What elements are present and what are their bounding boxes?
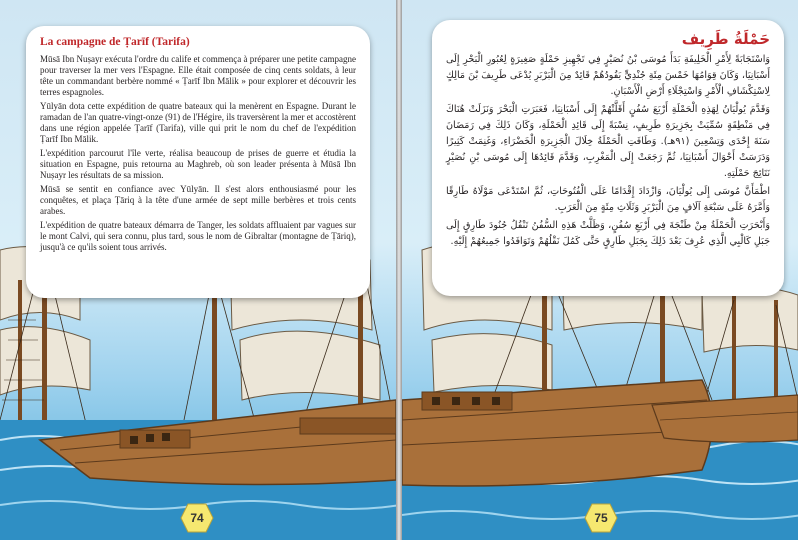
paragraph: Mūsā Ibn Nuṣayr exécuta l'ordre du calife et commença à préparer une petite campagne pour traverser la mer vers l'Espagne. Elle était composée de cinq cents soldats, à leur tête un commandant berbère nommé « Ṭarīf Ibn Mālik » pour explorer et découvrir les terres espagnoles. <box>40 54 356 97</box>
paragraph: اطْمَأَنَّ مُوسَى إِلَى يُولْيَانَ، وَازْدَادَ إِقْدَامًا عَلَى الْفُتُوحَاتِ، ثُمَّ اسْتَدْعَى مَوْلَاهُ طَارِقًا وَأَمَّرَهُ عَلَى سَبْعَةِ آلَافٍ مِنَ الْبَرْبَرِ وَثَلَاثِ مِئَةٍ مِنَ الْعَرَبِ. <box>446 186 770 213</box>
paragraph: وَاسْتَجَابَةً لِأَمْرِ الْخَلِيفَةِ بَدَأَ مُوسَى بْنُ نُصَيْرٍ فِي تَجْهِيزِ حَمْلَةٍ صَغِيرَةٍ لِعُبُورِ الْبَحْرِ إِلَى أَسْبَانِيَا، وَكَانَ قِوَامُهَا خَمْسَ مِئَةِ جُنْدِيٍّ يَقُودُهُمْ قَائِدٌ مِنَ الْبَرْبَرِ يُدْعَى طَرِيفَ بْنَ مَالِكٍ لِاسْتِكْشَافِ الْأَمْرِ وَاسْتِجْلَاءِ أَرْضِ الْأَسْبَانِ. <box>446 54 770 97</box>
paragraph: وَأَبْحَرَتِ الْحَمْلَةُ مِنْ طَنْجَةَ فِي أَرْبَعِ سُفُنٍ، وَظَلَّتْ هَذِهِ السُّفُنُ تَنْقُلُ جُنُودَ طَارِقٍ إِلَى جَبَلِ كَالْبِي الَّذِي عُرِفَ بَعْدَ ذَلِكَ بِجَبَلِ طَارِقٍ حَتَّى كَمُلَ نَقْلُهُمْ وَتَوَافَدُوا جَمِيعُهُمْ إِلَيْهِ. <box>446 220 770 247</box>
page-number-badge <box>584 503 618 533</box>
paragraph: Yūlyān dota cette expédition de quatre bateaux qui la menèrent en Espagne. Durant le ramadan de l'an quatre-vingt-onze (91) de l'Hégire, ils traversèrent la mer et accostèrent dans une région appelée Ṭarīf (Tarifa), ville qui prit le nom du chef de l'expédition Ṭarīf Ibn Mālik. <box>40 101 356 144</box>
french-text-panel <box>26 26 370 298</box>
paragraph: L'expédition de quatre bateaux démarra de Tanger, les soldats affluaient par vagues sur le mont Calvi, qui sera connu, plus tard, sous le nom de Gibraltar (montagne de Ṭāriq), jusqu'à ce qu'ils soient tous arrivés. <box>40 220 356 252</box>
paragraph: وَقَدَّمَ يُولْيَانُ لِهَذِهِ الْحَمْلَةِ أَرْبَعَ سُفُنٍ أَقَلَّتْهُمْ إِلَى أَسْبَانِيَا، فَعَبَرَتِ الْبَحْرَ وَنَزَلَتْ هُنَاكَ فِي مَنْطِقَةٍ سُمِّيَتْ بِجَزِيرَةِ طَرِيفٍ، نِسْبَةً إِلَى قَائِدِ الْحَمْلَةِ، وَكَانَ ذَلِكَ فِي رَمَضَانَ سَنَةَ إِحْدَى وَتِسْعِينَ (٩١هـ). وَطَافَتِ الْحَمْلَةُ خِلَالَ الْجَزِيرَةِ الْخَضْرَاءِ، وَغَنِمَتْ كَثِيرًا وَدَرَسَتْ أَحْوَالَ أَسْبَانِيَا، ثُمَّ رَجَعَتْ إِلَى الْمَغْرِبِ، وَقَدَّمَ قَائِدُهَا إِلَى مُوسَى بْنِ نُصَيْرٍ نَتَائِجَ حَمْلَتِهِ. <box>446 104 770 179</box>
page-number: 75 <box>594 511 608 525</box>
left-page <box>0 0 396 540</box>
page-title: حَمْلَةُ طَرِيف <box>681 30 770 48</box>
arabic-text-panel <box>432 20 784 296</box>
right-page <box>402 0 798 540</box>
paragraph: Mūsā se sentit en confiance avec Yūlyān. Il s'est alors enthousiasmé pour les conquêtes, et plaça Ṭāriq à la tête d'une armée de sept mille berbères et trois cents arabes. <box>40 184 356 216</box>
page-number-badge <box>180 503 214 533</box>
page-number: 74 <box>190 511 204 525</box>
paragraph: L'expédition parcourut l'île verte, réalisa beaucoup de prises de guerre et étudia la situation en Espagne, puis retourna au Maghreb, où son leader présenta à Mūsā Ibn Nuṣayr les résultats de sa mission. <box>40 148 356 180</box>
page-title: La campagne de Ṭarīf (Tarifa) <box>40 36 190 48</box>
